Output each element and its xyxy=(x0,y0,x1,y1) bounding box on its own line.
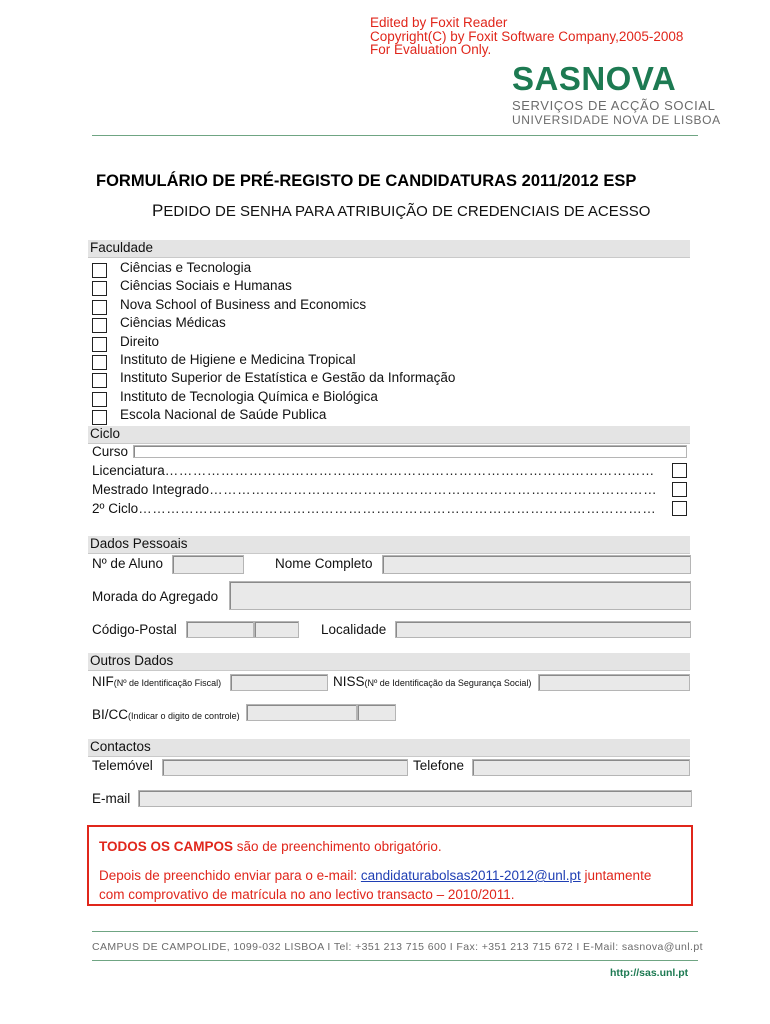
bicc-control-field[interactable] xyxy=(357,704,396,721)
num-aluno-label: Nº de Aluno xyxy=(92,556,163,571)
ciclo-checkbox[interactable] xyxy=(672,501,687,516)
faculdade-option-label: Instituto de Tecnologia Química e Biológica xyxy=(120,388,378,404)
ciclo-dot-leader: …………………………………………………………………………………… xyxy=(209,482,658,497)
subtitle-first-letter: P xyxy=(152,201,164,220)
required-notice xyxy=(87,825,693,906)
faculdade-checkbox[interactable] xyxy=(92,318,107,333)
faculdade-checkbox[interactable] xyxy=(92,281,107,296)
section-band-contactos xyxy=(88,739,690,757)
faculdade-option-label: Nova School of Business and Economics xyxy=(120,296,367,312)
section-band-ciclo xyxy=(88,426,690,444)
localidade-label: Localidade xyxy=(321,622,387,637)
notice-line-2 xyxy=(99,866,651,904)
faculdade-checkbox[interactable] xyxy=(92,263,107,278)
niss-label xyxy=(333,674,531,689)
nif-note: (Nº de Identificação Fiscal) xyxy=(113,678,222,688)
section-band-faculdade xyxy=(88,240,690,258)
bicc-label-text: BI/CC xyxy=(92,707,129,722)
codigo-postal-field-2[interactable] xyxy=(254,621,299,638)
telefone-label: Telefone xyxy=(413,758,465,773)
faculdade-option-label: Instituto Superior de Estatística e Gestão da Informação xyxy=(120,370,456,386)
ciclo-option-row xyxy=(92,462,668,480)
section-label-dados-pessoais: Dados Pessoais xyxy=(90,536,188,551)
ciclo-checkbox[interactable] xyxy=(672,463,687,478)
ciclo-dot-leader: …………………………………………………………………………………………… xyxy=(164,463,655,478)
subtitle-rest: EDIDO DE SENHA PARA ATRIBUIÇÃO DE CREDENCIAIS DE ACESSO xyxy=(163,203,651,220)
nome-completo-field[interactable] xyxy=(382,555,691,574)
ciclo-option-label: 2º Ciclo xyxy=(92,501,139,516)
num-aluno-field[interactable] xyxy=(172,555,244,574)
faculdade-option-label: Ciências e Tecnologia xyxy=(120,260,252,275)
codigo-postal-label: Código-Postal xyxy=(92,622,177,637)
niss-field[interactable] xyxy=(538,674,690,691)
logo-subtitle-2: UNIVERSIDADE NOVA DE LISBOA xyxy=(512,113,721,127)
notice-bold: TODOS OS CAMPOS xyxy=(99,839,234,854)
notice-email-link[interactable]: candidaturabolsas2011-2012@unl.pt xyxy=(360,868,581,883)
notice-line-2-pre: Depois de preenchido enviar para o e-mail: xyxy=(99,868,361,883)
watermark-line-1: Edited by Foxit Reader xyxy=(370,15,508,30)
faculdade-option-label: Direito xyxy=(120,333,160,349)
email-label: E-mail xyxy=(92,791,131,806)
notice-line-2-post: juntamente xyxy=(580,868,652,883)
faculdade-option-label: Escola Nacional de Saúde Publica xyxy=(120,407,327,423)
header-divider xyxy=(92,135,698,136)
faculdade-checkbox[interactable] xyxy=(92,392,107,407)
footer-website[interactable]: http://sas.unl.pt xyxy=(610,967,689,979)
section-label-contactos: Contactos xyxy=(90,739,151,754)
niss-label-text: NISS xyxy=(333,674,365,689)
ciclo-option-label: Mestrado Integrado xyxy=(92,482,210,497)
footer-address: CAMPUS DE CAMPOLIDE, 1099-032 LISBOA I Tel: +351 213 715 600 I Fax: +351 213 715 672 I E-Mail: sasnova@unl.pt xyxy=(92,941,703,953)
codigo-postal-field-1[interactable] xyxy=(186,621,254,638)
watermark-line-3: For Evaluation Only. xyxy=(370,42,492,57)
section-label-faculdade: Faculdade xyxy=(90,240,154,255)
notice-line-1 xyxy=(99,839,442,854)
localidade-field[interactable] xyxy=(395,621,691,638)
telemovel-field[interactable] xyxy=(162,759,408,776)
telefone-field[interactable] xyxy=(472,759,690,776)
faculdade-checkbox[interactable] xyxy=(92,410,107,425)
bicc-label xyxy=(92,707,240,722)
nif-label-text: NIF xyxy=(92,674,114,689)
ciclo-checkbox[interactable] xyxy=(672,482,687,497)
section-label-ciclo: Ciclo xyxy=(90,426,121,441)
bicc-note: (Indicar o digito de controle) xyxy=(128,711,240,721)
curso-field[interactable] xyxy=(133,445,687,458)
faculdade-checkbox[interactable] xyxy=(92,373,107,388)
logo: SASNOVA xyxy=(512,60,677,97)
nif-label xyxy=(92,674,221,689)
section-label-outros-dados: Outros Dados xyxy=(90,653,174,668)
watermark-line-2: Copyright(C) by Foxit Software Company,2005-2008 xyxy=(370,28,684,44)
morada-label: Morada do Agregado xyxy=(92,589,219,604)
section-band-outros-dados xyxy=(88,653,690,671)
niss-note: (Nº de Identificação da Segurança Social) xyxy=(364,678,532,688)
faculdade-option-label: Ciências Médicas xyxy=(120,315,226,331)
ciclo-option-row xyxy=(92,500,668,518)
faculdade-checkbox[interactable] xyxy=(92,300,107,315)
logo-subtitle-1: SERVIÇOS DE ACÇÃO SOCIAL xyxy=(512,98,716,113)
watermark xyxy=(370,16,683,57)
form-title: FORMULÁRIO DE PRÉ-REGISTO DE CANDIDATURAS 2011/2012 ESP xyxy=(96,172,637,190)
footer-divider-top xyxy=(92,931,698,932)
curso-label: Curso xyxy=(92,444,129,459)
form-subtitle xyxy=(152,201,650,221)
notice-line-1-rest: são de preenchimento obrigatório. xyxy=(233,839,442,854)
nome-completo-label: Nome Completo xyxy=(275,556,373,571)
bicc-field[interactable] xyxy=(246,704,357,721)
ciclo-option-label: Licenciatura xyxy=(92,463,165,478)
faculdade-checkbox[interactable] xyxy=(92,337,107,352)
nif-field[interactable] xyxy=(230,674,328,691)
footer-divider-bottom xyxy=(92,960,698,961)
section-band-dados-pessoais xyxy=(88,536,690,554)
notice-line-3: com comprovativo de matrícula no ano lectivo transacto – 2010/2011. xyxy=(99,887,515,902)
faculdade-checkbox[interactable] xyxy=(92,355,107,370)
telemovel-label: Telemóvel xyxy=(92,758,153,773)
morada-field[interactable] xyxy=(229,581,691,610)
ciclo-dot-leader: ………………………………………………………………………………………………… xyxy=(138,501,657,516)
faculdade-option-label: Instituto de Higiene e Medicina Tropical xyxy=(120,352,356,367)
ciclo-option-row xyxy=(92,481,668,499)
email-field[interactable] xyxy=(138,790,692,807)
faculdade-option-label: Ciências Sociais e Humanas xyxy=(120,278,292,294)
